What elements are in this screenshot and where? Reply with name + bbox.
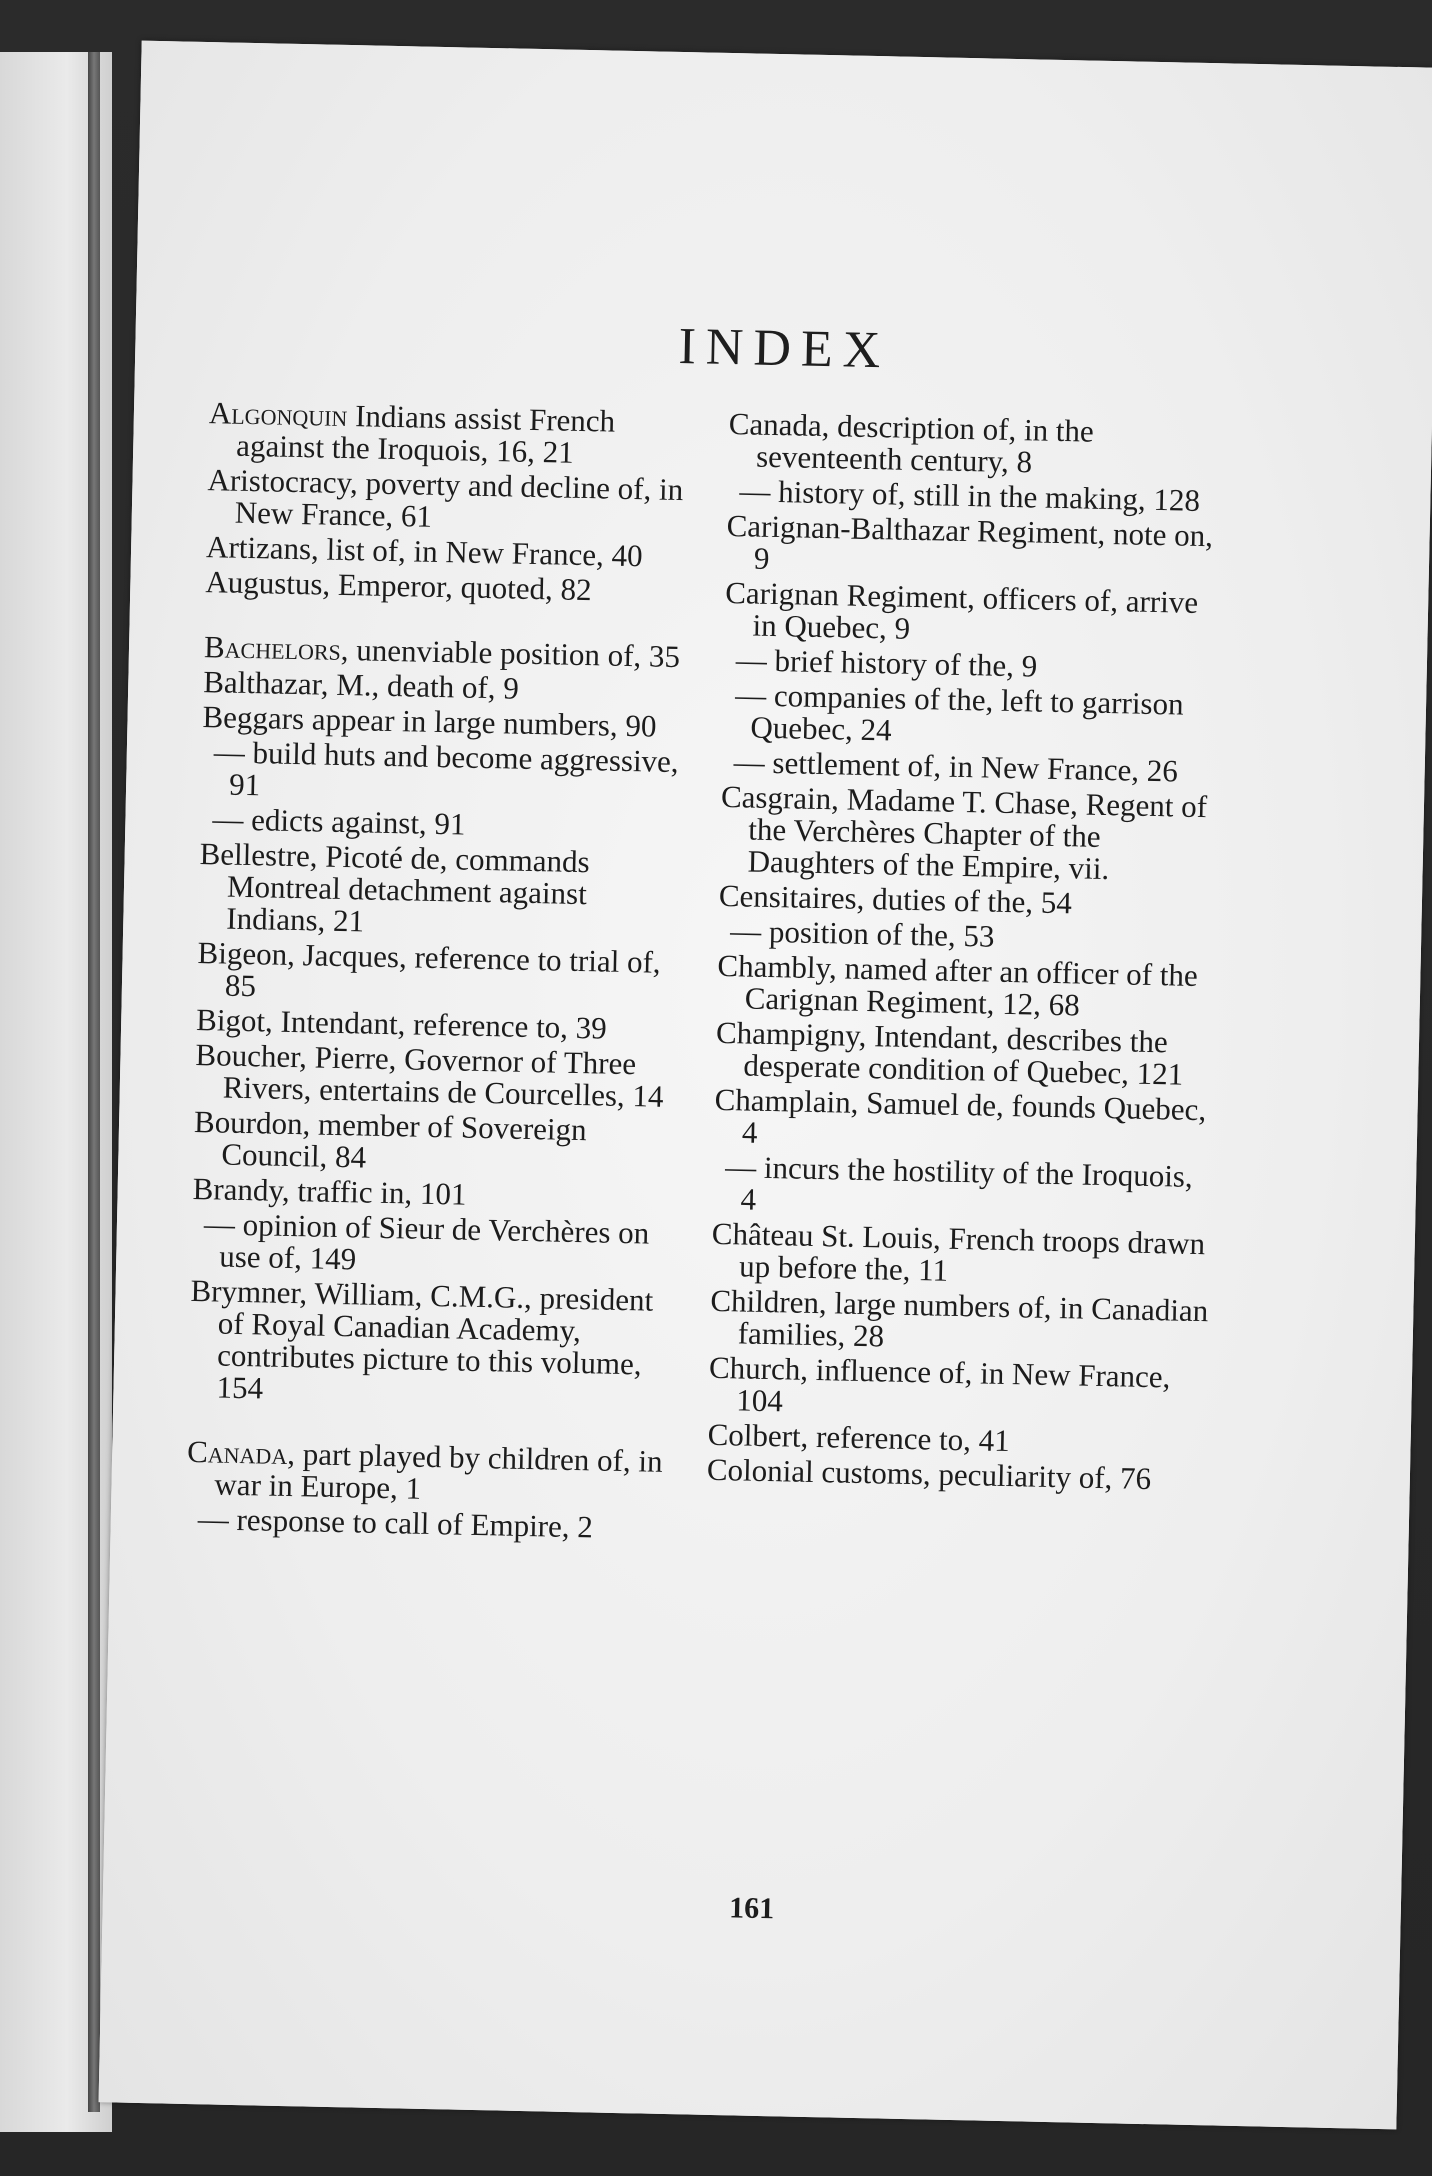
entry-lead-word: Bachelors <box>203 629 342 667</box>
entry-text: — settlement of, in New France, 26 <box>733 744 1179 789</box>
index-entry <box>185 1503 676 1545</box>
entry-text: — incurs the hostility of the Iroquois, 4 <box>724 1149 1194 1217</box>
index-entry <box>201 736 692 810</box>
entry-text: Bourdon, member of Sovereign Council, 84 <box>193 1103 587 1175</box>
entry-text: Beggars appear in large numbers, 90 <box>202 699 657 744</box>
entry-text: Carignan-Balthazar Regiment, note on, 9 <box>726 507 1214 576</box>
index-entry <box>711 1215 1212 1292</box>
index-entry <box>186 1433 677 1510</box>
index-entry <box>714 1081 1215 1158</box>
entry-text: — edicts against, 91 <box>212 801 466 842</box>
entry-lead-word: Canada <box>186 1433 288 1471</box>
index-entry <box>194 1036 685 1114</box>
entry-text: Carignan Regiment, officers of, arrive in Quebec, 9 <box>724 574 1199 646</box>
entry-text: Chambly, named after an officer of the Carignan Regiment, 12, 68 <box>717 947 1199 1023</box>
index-entry <box>198 838 690 944</box>
index-entry <box>722 679 1223 753</box>
page-title: INDEX <box>677 317 891 380</box>
index-column-left <box>185 397 699 1548</box>
index-entry <box>724 574 1225 651</box>
entry-text: Children, large numbers of, in Canadian families, 28 <box>710 1282 1209 1354</box>
entry-text: Bigot, Intendant, reference to, 39 <box>195 1001 608 1046</box>
index-entry <box>193 1103 684 1180</box>
index-entry <box>191 1208 682 1282</box>
entry-text: , part played by children of, in war in Europe, 1 <box>214 1435 663 1506</box>
index-entry <box>719 778 1221 887</box>
entry-lead-word: Algonquin <box>208 395 348 434</box>
entry-text: Artizans, list of, in New France, 40 <box>205 529 643 574</box>
index-entry <box>726 507 1227 584</box>
index-entry <box>709 1282 1210 1359</box>
entry-text: Censitaires, duties of the, 54 <box>718 877 1073 921</box>
entry-text: , unenviable position of, 35 <box>340 631 681 675</box>
entry-text: Champigny, Intendant, describes the desperate condition of Quebec, 121 <box>715 1014 1184 1092</box>
entry-text: — build huts and become aggressive, 91 <box>213 734 680 803</box>
entry-text: Augustus, Emperor, quoted, 82 <box>205 564 592 608</box>
entry-text: — response to call of Empire, 2 <box>197 1501 594 1545</box>
entry-text: Church, influence of, in New France, 104 <box>708 1349 1171 1419</box>
entry-text: Colbert, reference to, 41 <box>707 1416 1011 1459</box>
entry-text: Colonial customs, peculiarity of, 76 <box>706 1451 1152 1497</box>
index-entry <box>207 464 698 538</box>
entry-text: Aristocracy, poverty and decline of, in New France, 61 <box>207 462 684 534</box>
entry-text: — companies of the, left to garrison Quebec, 24 <box>734 677 1184 748</box>
index-entry <box>728 408 1229 482</box>
entry-text: Casgrain, Madame T. Chase, Regent of the Verchères Chapter of the Daughters of the Empire, vii. <box>720 778 1208 887</box>
entry-text: Champlain, Samuel de, founds Quebec, 4 <box>714 1081 1207 1150</box>
entry-text: — brief history of the, 9 <box>735 642 1038 684</box>
entry-text: Brandy, traffic in, 101 <box>192 1170 467 1212</box>
entry-text: Balthazar, M., death of, 9 <box>202 664 520 706</box>
entry-text: — opinion of Sieur de Verchères on use of, 149 <box>203 1206 650 1277</box>
page-number: 161 <box>728 1891 775 1926</box>
entry-text: Brymner, William, C.M.G., president of Royal Canadian Academy, contributes picture to this volume, 154 <box>190 1272 654 1406</box>
index-entry <box>716 947 1217 1024</box>
entry-text: Canada, description of, in the seventeenth century, 8 <box>728 406 1095 480</box>
index-entry <box>197 937 688 1011</box>
entry-text: Bellestre, Picoté de, commands Montreal detachment against Indians, 21 <box>199 836 590 939</box>
entry-text: — position of the, 53 <box>729 913 995 954</box>
index-entry <box>188 1272 681 1413</box>
index-entry <box>708 1349 1209 1426</box>
index-entry <box>208 397 699 471</box>
entry-text: Boucher, Pierre, Governor of Three Rivers, entertains de Courcelles, 14 <box>195 1036 664 1114</box>
book-page <box>99 41 1432 2130</box>
entry-text: Indians assist French against the Iroquois, 16, 21 <box>235 398 616 470</box>
index-entry <box>706 1451 1208 1497</box>
index-column-right <box>707 408 1230 1499</box>
book-spine <box>88 52 100 2112</box>
entry-text: — history of, still in the making, 128 <box>739 473 1201 518</box>
entry-text: Château St. Louis, French troops drawn up before the, 11 <box>711 1215 1206 1288</box>
entry-text: Bigeon, Jacques, reference to trial of, 85 <box>197 935 661 1004</box>
index-entry <box>715 1014 1216 1092</box>
index-entry <box>712 1151 1213 1225</box>
